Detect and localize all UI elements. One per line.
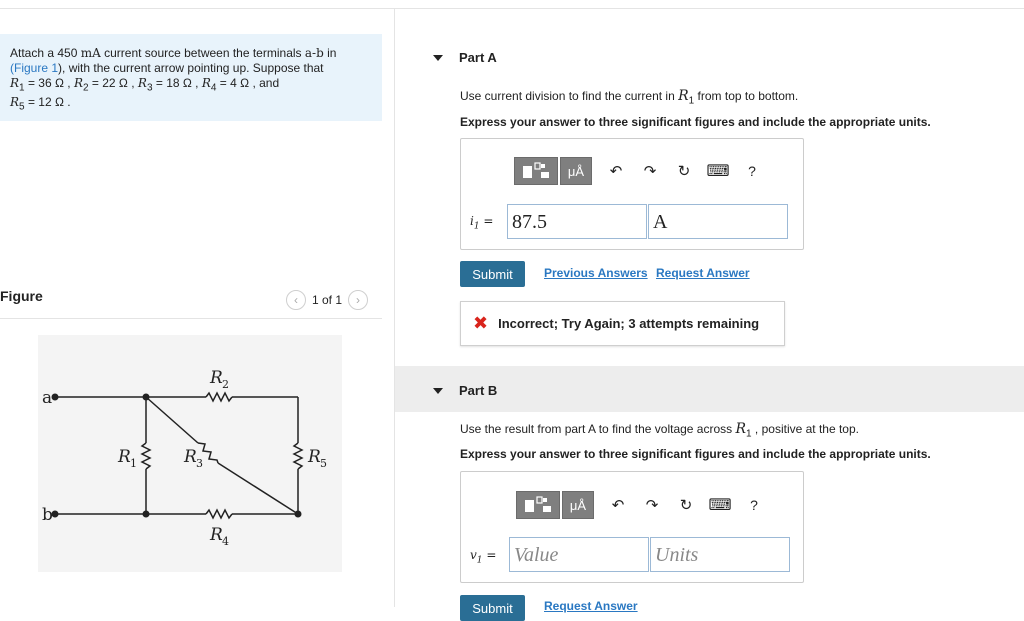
- part-a-header[interactable]: [433, 50, 497, 65]
- label-r3: R: [184, 447, 197, 467]
- r5-symbol: R: [10, 95, 20, 110]
- label-r4-sub: 4: [222, 535, 229, 548]
- resistor-r2: [206, 393, 232, 401]
- part-b-header[interactable]: [433, 383, 497, 398]
- collapse-triangle-icon[interactable]: [433, 55, 443, 61]
- label-b: b: [42, 505, 53, 525]
- figure-page-count: 1 of 1: [312, 293, 343, 307]
- templates-button[interactable]: [516, 491, 560, 519]
- r5-sub: 5: [19, 101, 25, 113]
- terminal-a-dot: [52, 394, 59, 401]
- resistor-r4: [206, 510, 232, 518]
- node-bottom-right: [295, 511, 302, 518]
- r1-value: = 36 Ω ,: [24, 76, 74, 90]
- figure-divider: [0, 318, 382, 319]
- units-mu-button[interactable]: μÅ: [562, 491, 594, 519]
- reset-icon[interactable]: ↻: [679, 497, 693, 514]
- wire-r3-top: [146, 397, 198, 443]
- label-a: a: [42, 388, 53, 408]
- r2-sub: 2: [83, 82, 89, 94]
- problem-statement: [0, 34, 382, 121]
- part-b-title: Part B: [459, 383, 498, 398]
- redo-icon[interactable]: ↷: [643, 163, 657, 180]
- previous-answers-link[interactable]: Previous Answers: [544, 266, 648, 280]
- resistor-r1: [142, 443, 150, 469]
- part-a-toolbar: [514, 157, 766, 185]
- part-b-units-input[interactable]: Units: [650, 537, 790, 572]
- paren: (: [10, 61, 14, 75]
- r4-value: = 4 Ω , and: [216, 76, 280, 90]
- instruction-var: R: [678, 88, 689, 104]
- part-b-express: Express your answer to three significant figures and include the appropriate units.: [460, 447, 931, 461]
- figure-pager: [286, 290, 368, 310]
- label-r3-sub: 3: [196, 457, 203, 470]
- top-divider: [0, 8, 1024, 9]
- part-b-request-answer-link[interactable]: Request Answer: [544, 599, 638, 613]
- figure-title: Figure: [0, 288, 43, 304]
- r4-sub: 4: [210, 82, 217, 94]
- var-sub: 1: [476, 555, 483, 566]
- label-r5: R: [308, 447, 321, 467]
- template-icon: [523, 495, 553, 515]
- equals-sign: =: [479, 214, 494, 228]
- r1-sub: 1: [19, 82, 25, 94]
- help-icon[interactable]: ?: [748, 163, 756, 179]
- undo-icon[interactable]: ↶: [611, 497, 625, 514]
- keyboard-icon[interactable]: ⌨: [706, 163, 730, 180]
- part-b-submit-button[interactable]: Submit: [460, 595, 525, 621]
- r3-value: = 18 Ω ,: [152, 76, 202, 90]
- collapse-triangle-icon[interactable]: [433, 388, 443, 394]
- units-mu-button[interactable]: μÅ: [560, 157, 592, 185]
- problem-text: Attach a 450: [10, 46, 81, 60]
- part-a-variable-label: [470, 214, 493, 231]
- problem-text: ), with the current arrow pointing up. Suppose that: [58, 61, 324, 75]
- terminal-ab: a-b: [304, 46, 324, 60]
- r4-symbol: R: [201, 76, 211, 90]
- figure-link[interactable]: Figure 1: [14, 61, 59, 75]
- feedback-text: Incorrect; Try Again; 3 attempts remaining: [498, 316, 760, 331]
- help-icon[interactable]: ?: [750, 497, 758, 513]
- wire-r3-bottom: [218, 463, 298, 514]
- part-a-submit-button[interactable]: Submit: [460, 261, 525, 287]
- undo-icon[interactable]: ↶: [609, 163, 623, 180]
- instruction-text: from top to bottom.: [694, 89, 799, 103]
- instruction-text: , positive at the top.: [751, 422, 859, 436]
- templates-button[interactable]: [514, 157, 558, 185]
- part-a-express: Express your answer to three significant figures and include the appropriate units.: [460, 115, 931, 129]
- r3-symbol: R: [137, 76, 147, 90]
- feedback-message: [460, 301, 785, 346]
- part-a-instruction: [460, 88, 798, 106]
- part-a-units-input[interactable]: A: [648, 204, 788, 239]
- unit-ma: mA: [80, 46, 101, 60]
- redo-icon[interactable]: ↷: [645, 497, 659, 514]
- var-sub: 1: [473, 221, 480, 232]
- part-a-request-answer-link[interactable]: Request Answer: [656, 266, 750, 280]
- r5-value: = 12 Ω .: [24, 95, 71, 110]
- problem-text: current source between the terminals: [100, 46, 305, 60]
- problem-text: in: [323, 46, 337, 60]
- instruction-sub: 1: [746, 428, 752, 440]
- r2-value: = 22 Ω ,: [88, 76, 138, 90]
- label-r2: R: [210, 368, 223, 388]
- column-divider: [394, 8, 395, 607]
- instruction-text: Use current division to find the current in: [460, 89, 679, 103]
- r2-symbol: R: [73, 76, 83, 90]
- label-r2-sub: 2: [222, 378, 229, 391]
- var-symbol: i: [470, 214, 474, 228]
- template-icon: [521, 161, 551, 181]
- keyboard-icon[interactable]: ⌨: [708, 497, 732, 514]
- label-r1: R: [118, 447, 131, 467]
- part-b-answer-box: [460, 471, 804, 583]
- part-b-variable-label: [470, 548, 496, 565]
- part-a-value-input[interactable]: 87.5: [507, 204, 647, 239]
- instruction-var: R: [735, 421, 747, 437]
- part-b-value-input[interactable]: Value: [509, 537, 649, 572]
- label-r5-sub: 5: [320, 457, 327, 470]
- node-top-left: [143, 394, 150, 401]
- part-b-instruction: [460, 421, 859, 439]
- part-b-toolbar: [516, 491, 768, 519]
- error-x-icon: ✖: [473, 313, 489, 333]
- equals-sign: =: [482, 548, 497, 562]
- part-a-title: Part A: [459, 50, 497, 65]
- next-figure-button[interactable]: ›: [348, 290, 368, 310]
- circuit-svg: [38, 335, 342, 572]
- circuit-diagram: [38, 335, 342, 572]
- r1-symbol: R: [10, 76, 20, 90]
- instruction-text: Use the result from part A to find the voltage across: [460, 422, 736, 436]
- reset-icon[interactable]: ↻: [677, 163, 691, 180]
- r3-sub: 3: [146, 82, 153, 94]
- label-r4: R: [210, 525, 223, 545]
- instruction-sub: 1: [688, 95, 695, 107]
- label-r1-sub: 1: [130, 457, 137, 470]
- node-bottom-left: [143, 511, 150, 518]
- part-a-answer-box: [460, 138, 804, 250]
- resistor-r5: [294, 443, 302, 469]
- var-symbol: v: [470, 548, 477, 562]
- prev-figure-button[interactable]: ‹: [286, 290, 306, 310]
